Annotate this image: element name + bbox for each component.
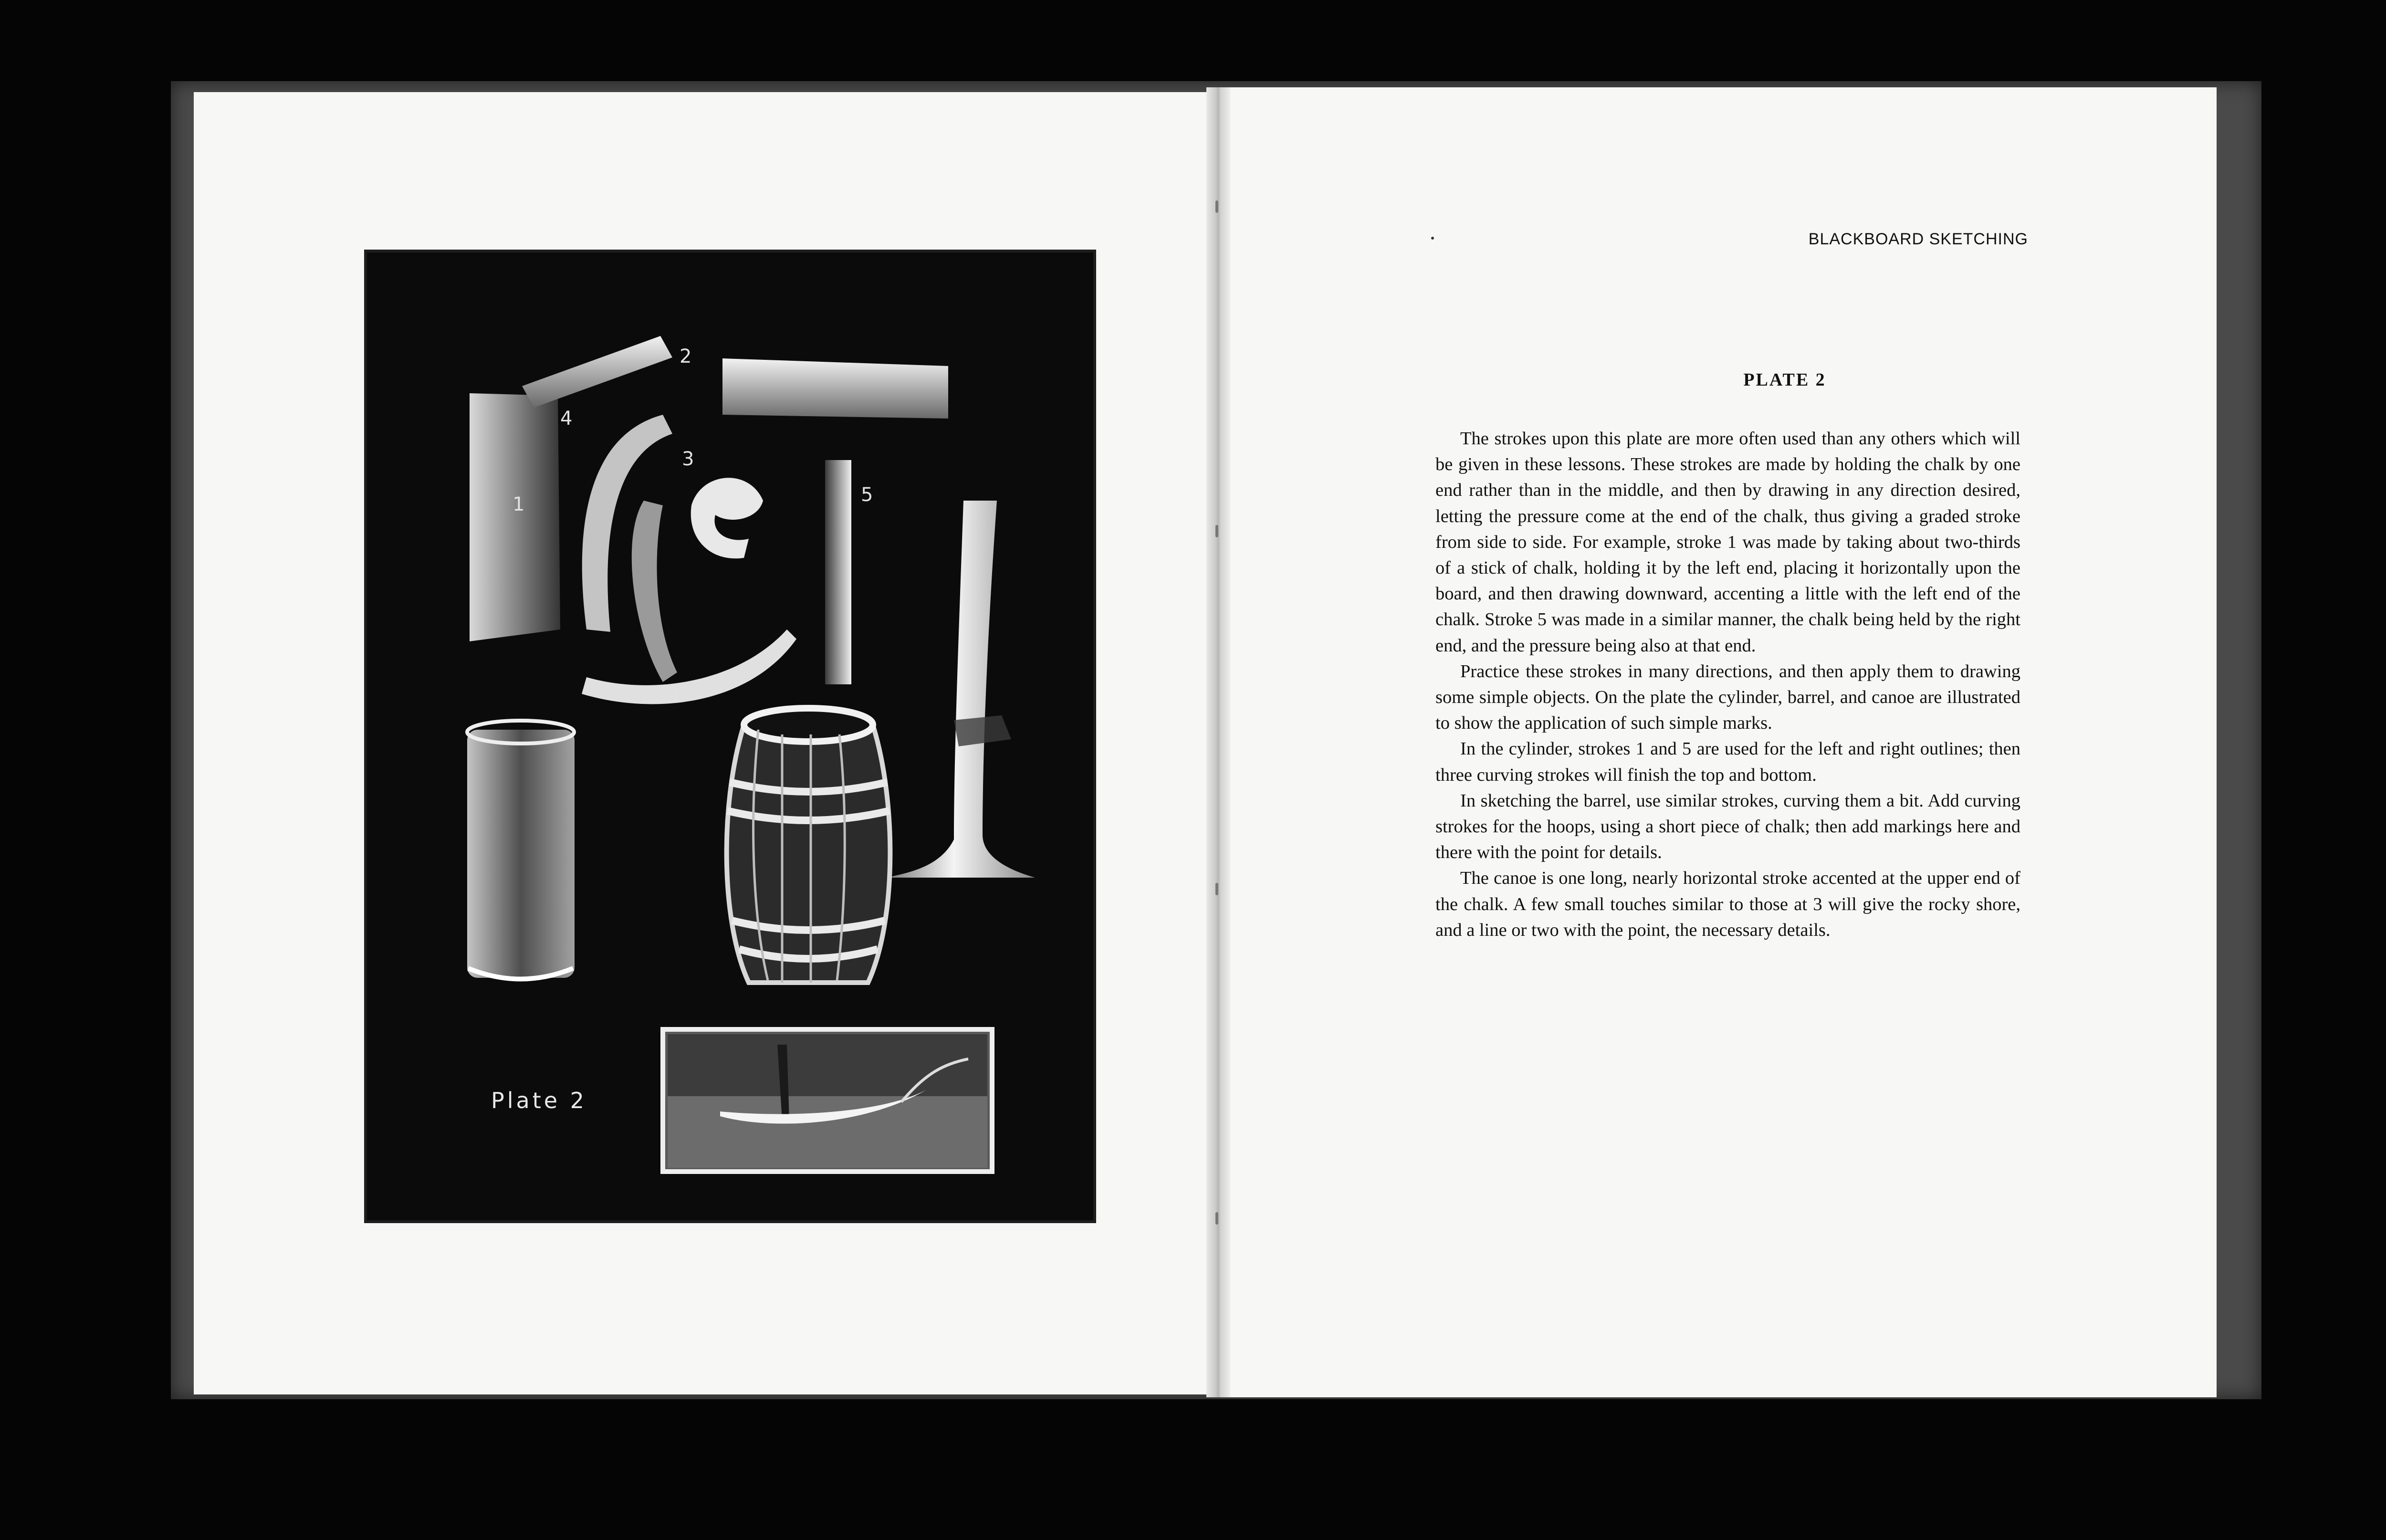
binding-stitch [1215,200,1218,213]
stroke-1-shape [470,393,560,641]
plate-illustration [364,250,1096,1223]
stroke-5-shape [825,460,851,684]
stroke-4-shape [522,336,672,408]
tree-shape [887,501,1035,878]
tree-band [954,715,1011,746]
canoe-panel-sky [668,1034,987,1096]
body-text [1435,426,2020,943]
stroke-label: 2 [680,346,692,367]
paragraph: Practice these strokes in many directions, and then apply them to drawing some simple objects. On the plate the cylinder, barrel, and canoe are illustrated to show the application of such simple marks. [1435,661,2020,733]
stroke-3-shape [691,478,763,558]
stroke-label: 4 [560,408,573,430]
canoe-panel-grass [668,1096,987,1168]
curve-stroke [632,501,677,682]
paragraph: The strokes upon this plate are more often used than any others which will be given in these lessons. These strokes are made by holding the chalk by one end rather than in the middle, and then by drawing in any direction desired, letting the pressure come at the end of the chalk, thus giving a graded stroke from side to side. For example, stroke 1 was made by taking about two-thirds of a stick of chalk, holding it by the left end, placing it horizontally upon the board, and then drawing downward, accenting a little with the left end of the chalk. Stroke 5 was made in a similar manner, the chalk being held by the right end, and the pressure being also at that end. [1435,429,2020,656]
stroke-label: 5 [861,484,873,506]
paragraph: In sketching the barrel, use similar strokes, curving them a bit. Add curving strokes for the hoops, using a short piece of chalk; then add markings here and there with the point for details. [1435,790,2020,863]
plate-title: PLATE 2 [1743,370,1826,390]
stroke-label: 1 [672,691,680,706]
chalk-drawing [367,252,1093,1220]
barrel-shape [727,725,890,983]
page-mark [1431,237,1434,240]
stroke-label: 1 [513,493,525,515]
paragraph: In the cylinder, strokes 1 and 5 are used for the left and right outlines; then three curving strokes will finish the top and bottom. [1435,739,2020,785]
plate-caption: Plate 2 [491,1088,587,1113]
running-head: BLACKBOARD SKETCHING [1808,230,2028,248]
binding-stitch [1215,525,1218,537]
binding-stitch [1215,1212,1218,1225]
barrel-top [744,708,873,742]
curve-stroke [582,629,796,704]
stroke-label: 3 [682,448,694,470]
book-gutter [1206,87,1230,1397]
paragraph: The canoe is one long, nearly horizontal stroke accented at the upper end of the chalk. A few small touches similar to those at 3 will give the rocky shore, and a line or two with the point, the necessary details. [1435,868,2020,940]
cylinder-shape [467,730,575,978]
stroke-2-shape [722,358,948,419]
binding-stitch [1215,883,1218,895]
